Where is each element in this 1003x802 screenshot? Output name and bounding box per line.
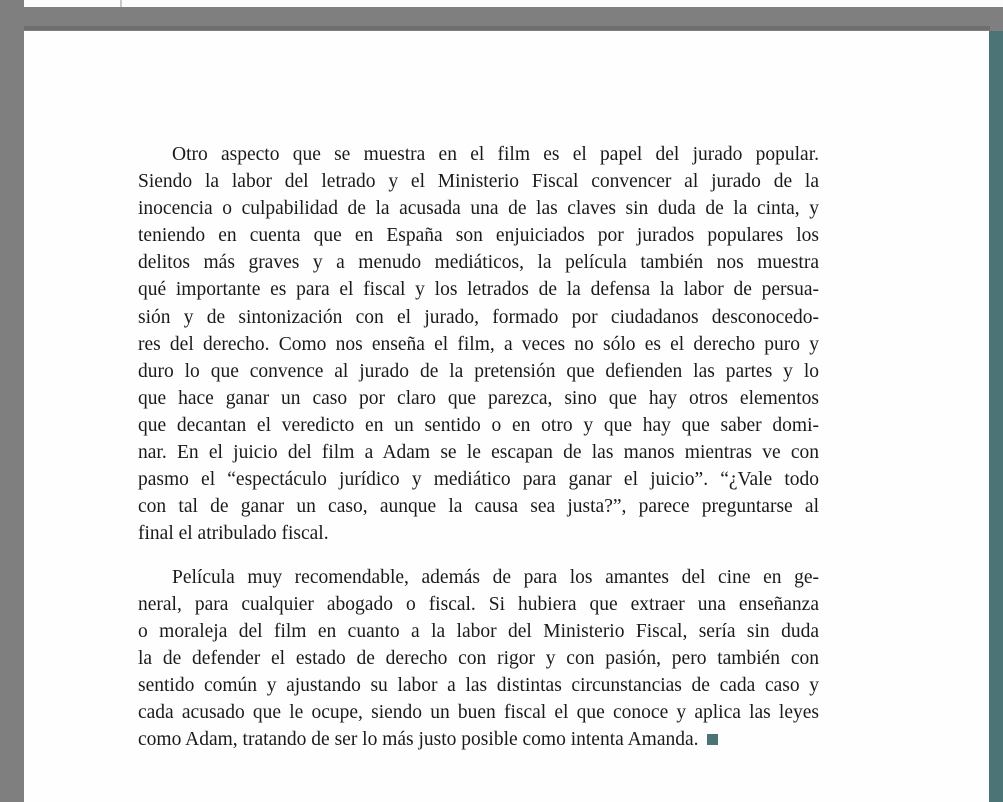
text-line: o moraleja del film en cuanto a la labor del Ministerio Fiscal, sería sin duda	[138, 621, 819, 643]
text-line: delitos más graves y a menudo mediáticos, la película también nos muestra	[138, 252, 819, 274]
end-of-article-square-icon	[707, 734, 718, 745]
text-line-content: como Adam, tratando de ser lo más justo posible como intenta Amanda.	[138, 729, 699, 751]
text-line: neral, para cualquier abogado o fiscal. Si hubiera que extraer una enseñanza	[138, 594, 819, 615]
text-line: inocencia o culpabilidad de la acusada una de las claves sin duda de la cinta, y	[138, 198, 819, 220]
text-line: con tal de ganar un caso, aunque la causa sea justa?”, parece preguntarse al	[138, 496, 819, 518]
text-line: duro lo que convence al jurado de la pretensión que defienden las partes y lo	[138, 360, 819, 382]
page-edge-accent-bar	[989, 31, 1003, 802]
text-line: sión y de sintonización con el jurado, formado por ciudadanos desconocedo-	[138, 306, 819, 328]
text-line: pasmo el “espectáculo jurídico y mediático para ganar el juicio”. “¿Vale todo	[138, 469, 819, 491]
text-line: sentido común y ajustando su labor a las distintas circunstancias de cada caso y	[138, 675, 819, 697]
text-line: res del derecho. Como nos enseña el film, a veces no sólo es el derecho puro y	[138, 333, 819, 355]
text-line: Película muy recomendable, además de para los amantes del cine en ge-	[172, 566, 819, 588]
toolbar-strip	[24, 0, 1003, 7]
text-line: final el atribulado fiscal.	[138, 523, 329, 545]
paragraph-1	[138, 141, 819, 547]
toolbar-divider	[120, 0, 122, 7]
text-line: cada acusado que le ocupe, siendo un buen fiscal el que conoce y aplica las leyes	[138, 702, 819, 724]
text-line-final	[138, 726, 819, 753]
text-line: nar. En el juicio del film a Adam se le escapan de las manos mientras ve con	[138, 442, 819, 464]
text-line: Siendo la labor del letrado y el Ministerio Fiscal convencer al jurado de la	[138, 171, 819, 193]
document-body	[138, 141, 819, 754]
text-line: que hace ganar un caso por claro que parezca, sino que hay otros elementos	[138, 387, 819, 409]
text-line: la de defender el estado de derecho con rigor y con pasión, pero también con	[138, 648, 819, 670]
text-line: teniendo en cuenta que en España son enjuiciados por jurados populares los	[138, 225, 819, 247]
text-line: Otro aspecto que se muestra en el film es el papel del jurado popular.	[172, 144, 819, 165]
paragraph-2	[138, 564, 819, 754]
page-top-shadow	[24, 26, 990, 30]
text-line: que decantan el veredicto en un sentido o en otro y que hay que saber domi-	[138, 414, 819, 436]
text-line: qué importante es para el fiscal y los letrados de la defensa la labor de persua-	[138, 279, 819, 301]
